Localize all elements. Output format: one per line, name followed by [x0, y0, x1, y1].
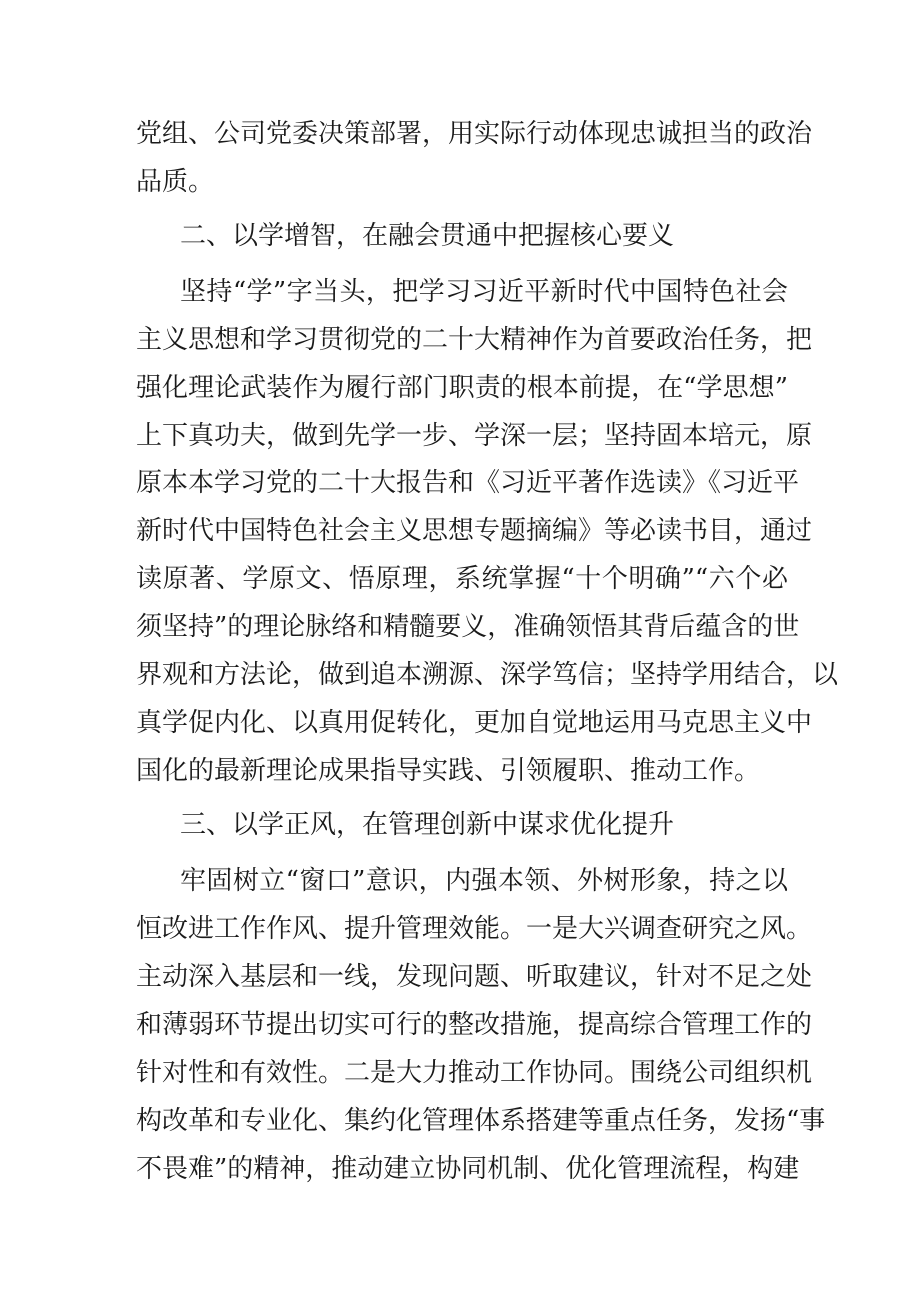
paragraph-3-line: 牢固树立“窗口”意识，内强本领、外树形象，持之以	[180, 866, 788, 896]
paragraph-2-line: 原本本学习党的二十大报告和《习近平著作选读》《习近平	[136, 468, 800, 498]
paragraph-2-line: 主义思想和学习贯彻党的二十大精神作为首要政治任务，把	[136, 325, 813, 355]
paragraph-3-line: 和薄弱环节提出切实可行的整改措施，提高综合管理工作的	[136, 1010, 813, 1040]
paragraph-2-line: 新时代中国特色社会主义思想专题摘编》等必读书目，通过	[136, 516, 813, 546]
paragraph-2-line: 上下真功夫，做到先学一步、学深一层；坚持固本培元，原	[136, 421, 813, 451]
paragraph-2-line: 读原著、学原文、悟原理，系统掌握“十个明确”“六个必	[136, 564, 788, 594]
section-heading-3: 三、以学正风，在管理创新中谋求优化提升	[180, 810, 675, 840]
paragraph-3-line: 主动深入基层和一线，发现问题、听取建议，针对不足之处	[136, 962, 813, 992]
paragraph-3-line: 针对性和有效性。二是大力推动工作协同。围绕公司组织机	[136, 1058, 813, 1088]
paragraph-3-line: 构改革和专业化、集约化管理体系搭建等重点任务，发扬“事	[136, 1106, 826, 1136]
section-heading-2: 二、以学增智，在融会贯通中把握核心要义	[180, 221, 675, 251]
paragraph-2-line: 界观和方法论，做到追本溯源、深学笃信；坚持学用结合，以	[136, 660, 839, 690]
paragraph-3-line: 不畏难”的精神，推动建立协同机制、优化管理流程，构建	[136, 1154, 800, 1184]
paragraph-2-line: 强化理论武装作为履行部门职责的根本前提，在“学思想”	[136, 373, 788, 403]
paragraph-1-line: 党组、公司党委决策部署，用实际行动体现忠诚担当的政治	[136, 119, 813, 149]
paragraph-2-line: 国化的最新理论成果指导实践、引领履职、推动工作。	[136, 756, 761, 786]
paragraph-2-line: 须坚持”的理论脉络和精髓要义，准确领悟其背后蕴含的世	[136, 612, 800, 642]
paragraph-2-line: 坚持“学”字当头，把学习习近平新时代中国特色社会	[180, 277, 788, 307]
paragraph-3-line: 恒改进工作作风、提升管理效能。一是大兴调查研究之风。	[136, 914, 813, 944]
paragraph-1-line: 品质。	[136, 167, 215, 197]
paragraph-2-line: 真学促内化、以真用促转化，更加自觉地运用马克思主义中	[136, 708, 813, 738]
